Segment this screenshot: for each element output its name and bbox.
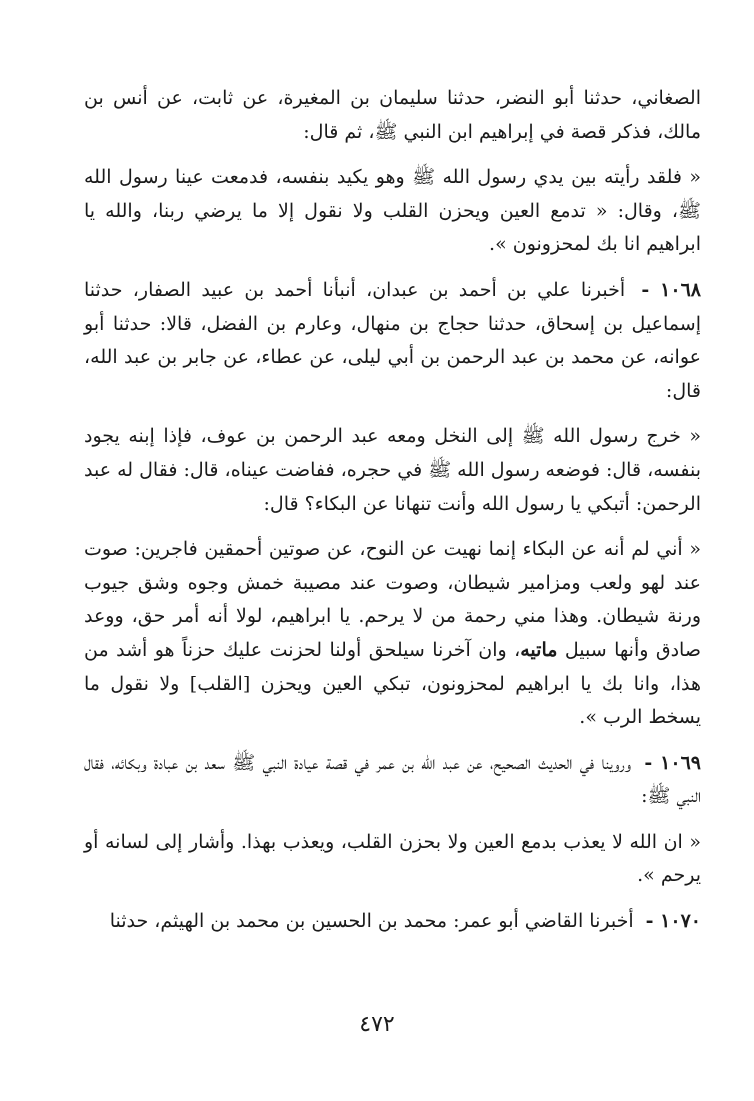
paragraph-text: أخبرنا علي بن أحمد بن عبدان، أنبأنا أحمد بن عبيد الصفار، حدثنا إسماعيل بن إسحاق، حدثنا حجاج بن منهال، وعارم بن الفضل، قالا: حدثنا أبو عوانه، عن محمد بن عبد الرحمن بن أبي ليلى، عن عطاء، عن جابر بن عبد الله، قال: (84, 278, 701, 402)
paragraph-text: « ان الله لا يعذب بدمع العين ولا بحزن القلب، ويعذب بهذا. وأشار إلى لسانه أو يرحم ». (84, 830, 701, 887)
hadith-1069 (84, 747, 701, 814)
paragraph-2-quote (84, 161, 701, 262)
paragraph-5-quote (84, 533, 701, 735)
paragraph-text: وروينا في الحديث الصحيح، عن عبد الله بن عمر في قصة عيادة النبي ﷺ سعد بن عبادة وبكائه، فقال النبي ﷺ: (84, 751, 701, 808)
page-number: ٤٧٢ (359, 1012, 395, 1037)
hadith-number: ١٠٦٩ - (644, 751, 701, 774)
paragraph-text: الصغاني، حدثنا أبو النضر، حدثنا سليمان بن المغيرة، عن ثابت، عن أنس بن مالك، فذكر قصة في إبراهيم ابن النبي ﷺ، ثم قال: (84, 87, 701, 143)
hadith-1068 (84, 274, 701, 408)
paragraph-1 (84, 82, 701, 149)
paragraph-7-quote (84, 826, 701, 893)
hadith-number: ١٠٦٨ - (641, 278, 701, 301)
paragraph-text: أخبرنا القاضي أبو عمر: محمد بن الحسين بن محمد بن الهيثم، حدثنا (109, 910, 634, 933)
bold-word: ماتيه (520, 638, 558, 661)
paragraph-text-before: « أني لم أنه عن البكاء إنما نهيت عن النوح، عن صوتين أحمقين فاجرين: صوت عند لهو ولعب ومزامير شيطان، وصوت عند مصيبة خمش وجوه وشق جيوب ورنة شيطان. وهذا مني رحمة من لا يرحم. يا ابراهيم، لولا أنه أمر حق، ووعد صادق وأنها سبيل (84, 538, 701, 661)
paragraph-text-after: ، وان آخرنا سيلحق أولنا لحزنت عليك حزناً هو أشد من هذا، وانا بك يا ابراهيم لمحزونون، تبكي العين ويحزن [القلب] ولا نقول ما يسخط الرب ». (84, 638, 701, 729)
paragraph-4-quote (84, 420, 701, 521)
paragraph-text: « فلقد رأيته بين يدي رسول الله ﷺ وهو يكيد بنفسه، فدمعت عينا رسول الله ﷺ، وقال: « تدمع العين ويحزن القلب ولا نقول إلا ما يرضي ربنا، والله يا ابراهيم انا بك لمحزونون ». (84, 166, 701, 256)
hadith-number: ١٠٧٠ - (645, 910, 701, 933)
hadith-1070 (84, 905, 701, 939)
paragraph-text: « خرج رسول الله ﷺ إلى النخل ومعه عبد الرحمن بن عوف، فإذا إبنه يجود بنفسه، قال: فوضعه رسول الله ﷺ في حجره، ففاضت عيناه، قال: فقال له عبد الرحمن: أتبكي يا رسول الله وأنت تنهانا عن البكاء؟ قال: (84, 425, 701, 515)
page-body (84, 82, 701, 939)
